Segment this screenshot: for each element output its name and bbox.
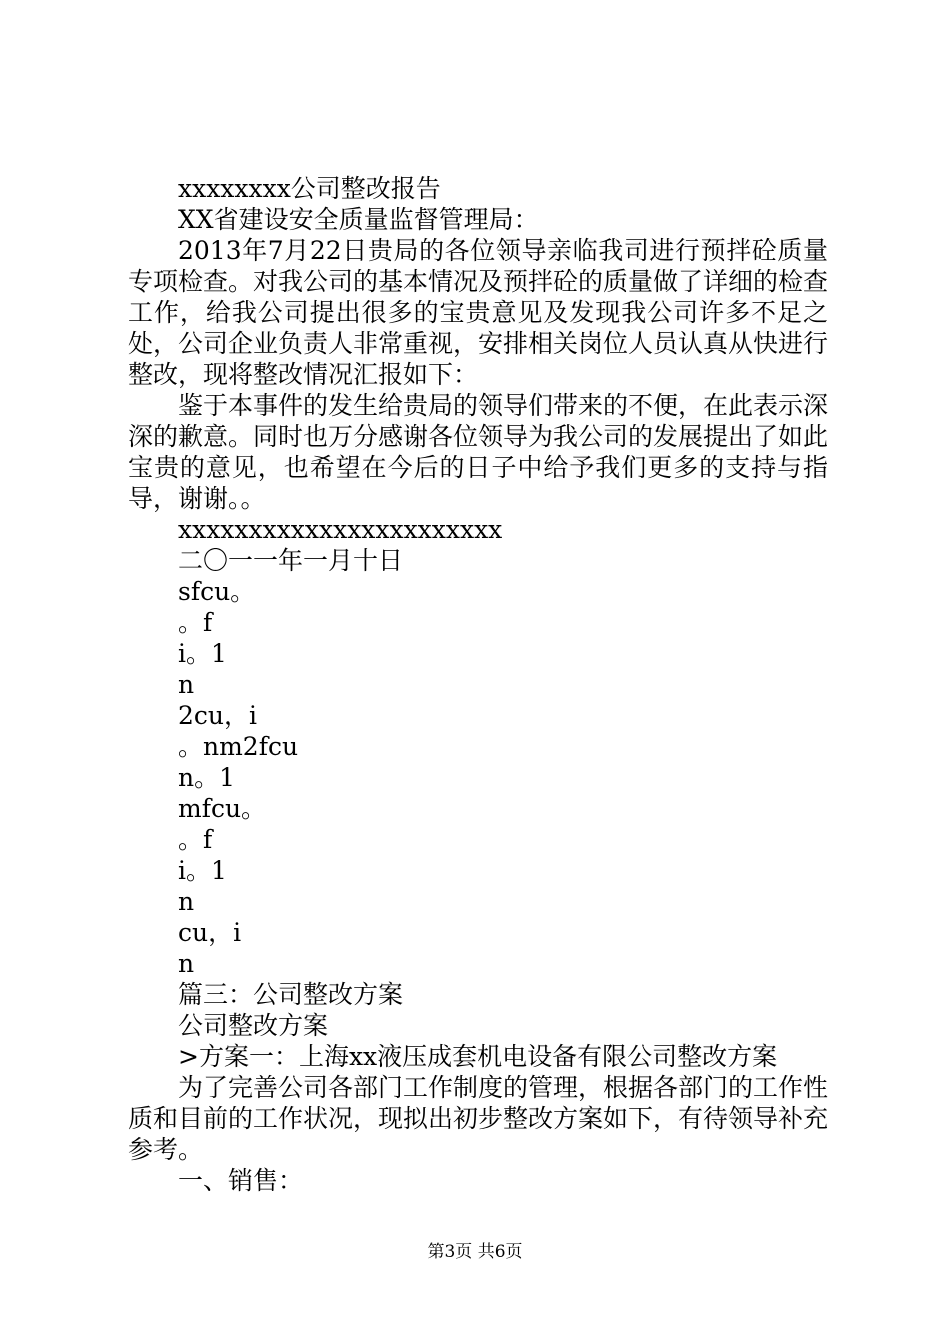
garbled-line: i。1 [178,856,227,885]
paragraph-apology: 鉴于本事件的发生给贵局的领导们带来的不便，在此表示深深的歉意。同时也万分感谢各位领导为我公司的发展提出了如此宝贵的意见，也希望在今后的日子中给予我们更多的支持与指导，谢谢。。 [128,391,829,513]
garbled-line: sfcu。 [178,577,256,606]
garbled-line: n [178,949,195,978]
garbled-line: 。f [178,825,213,854]
garbled-line: 2cu，i [178,701,258,730]
garbled-line: cu，i [178,918,242,947]
signature-company: xxxxxxxxxxxxxxxxxxxxxxx [178,515,503,544]
subsection-heading: 公司整改方案 [178,1011,329,1040]
garbled-line: n [178,670,195,699]
section-heading: 篇三：公司整改方案 [178,980,404,1009]
page-footer: 第3页 共6页 [427,1242,523,1262]
garbled-line: mfcu。 [178,794,267,823]
signature-date: 二〇一一年一月十日 [178,546,404,575]
addressee: XX省建设安全质量监督管理局： [178,205,539,234]
paragraph-inspection: 2013年7月22日贵局的各位领导亲临我司进行预拌砼质量专项检查。对我公司的基本情况及预拌砼的质量做了详细的检查工作，给我公司提出很多的宝贵意见及发现我公司许多不足之处，公司企业负责人非常重视，安排相关岗位人员认真从快进行整改，现将整改情况汇报如下： [128,236,829,389]
document-body [128,173,828,1196]
garbled-line: n。1 [178,763,236,792]
report-title: xxxxxxxx公司整改报告 [178,174,441,203]
paragraph-plan-intro: 为了完善公司各部门工作制度的管理，根据各部门的工作性质和目前的工作状况，现拟出初步整改方案如下，有待领导补充参考。 [128,1073,829,1164]
plan-title: >方案一：上海xx液压成套机电设备有限公司整改方案 [178,1042,778,1071]
garbled-line: i。1 [178,639,227,668]
list-heading-sales: 一、销售： [178,1166,304,1195]
garbled-line: 。f [178,608,213,637]
garbled-line: n [178,887,195,916]
garbled-line: 。nm2fcu [178,732,299,761]
